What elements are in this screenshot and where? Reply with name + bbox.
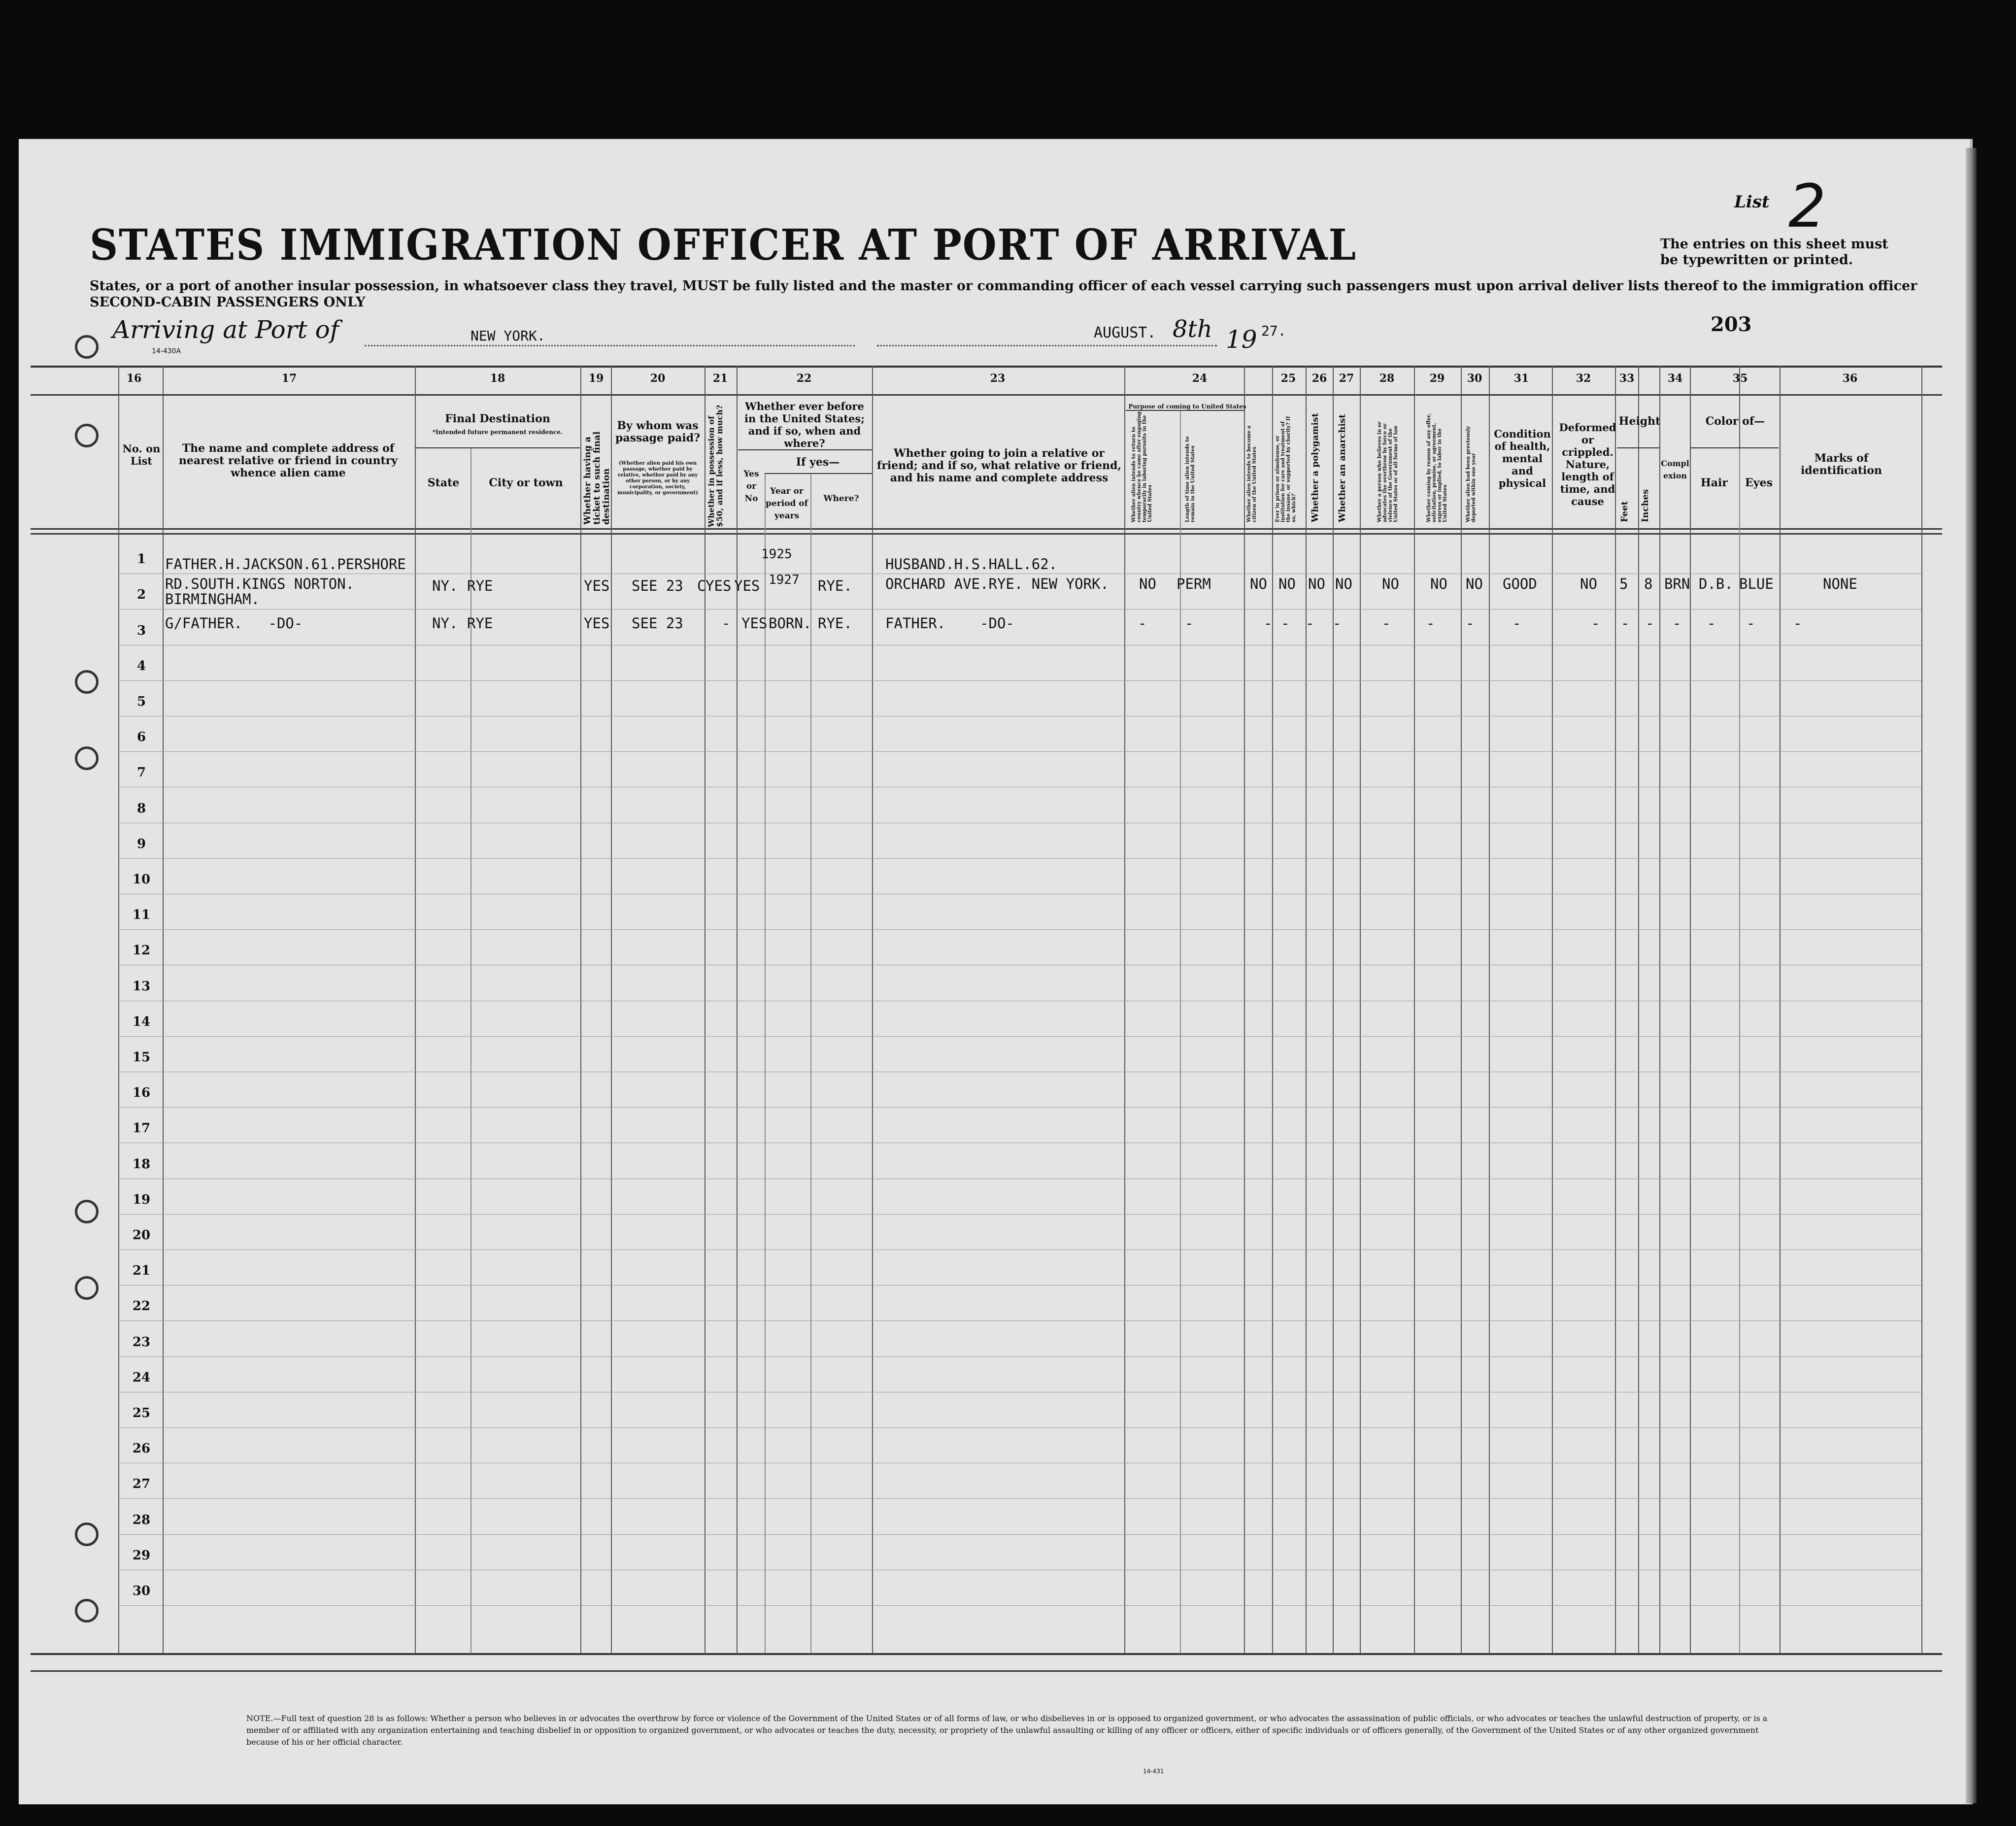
row2-dash: - — [1747, 615, 1755, 632]
header-deformed: Deformed or crippled. Nature, length of time, and cause — [1559, 421, 1616, 507]
header-joining: Whether going to join a relative or friend; and if so, what relative or friend, and his name and complete address — [876, 447, 1122, 484]
row-number: 2 — [136, 587, 146, 603]
row-rule — [118, 1107, 1921, 1108]
row-number: 28 — [132, 1512, 151, 1527]
port-dotline — [365, 345, 855, 346]
row2-ticket: YES — [584, 615, 610, 632]
page-title: STATES IMMIGRATION OFFICER AT PORT OF ARRIVAL — [90, 220, 1357, 270]
row-number: 17 — [132, 1121, 151, 1136]
color-subrule — [1690, 447, 1779, 448]
subcolumn-rule — [1739, 447, 1740, 1654]
row-rule — [118, 929, 1921, 930]
dest-subrule — [415, 447, 580, 448]
row-rule — [118, 680, 1921, 681]
page-number: 203 — [1711, 313, 1752, 336]
header-purpose: Purpose of coming to United States — [1128, 403, 1246, 410]
row1-marks: NONE — [1823, 575, 1857, 592]
passenger-class: SECOND-CABIN PASSENGERS ONLY — [90, 295, 366, 310]
row1-citizen: NO — [1250, 575, 1267, 592]
before-subrule — [738, 449, 872, 450]
purpose-subrule — [1126, 410, 1244, 411]
entries-note — [1660, 237, 1888, 268]
row-number: 20 — [132, 1228, 151, 1243]
ifyes-subrule — [765, 473, 872, 474]
row-number: 1 — [136, 552, 146, 567]
column-rule — [1414, 366, 1415, 1654]
row-number: 8 — [136, 801, 146, 816]
binding-hole-icon — [75, 670, 99, 694]
row1-prison: NO — [1278, 575, 1296, 592]
header-bottom-rule-2 — [31, 533, 1942, 535]
binding-hole-icon — [75, 746, 99, 770]
column-rule — [872, 366, 873, 1654]
list-label: List — [1734, 192, 1770, 212]
column-number: 20 — [650, 372, 666, 385]
table-bottom-rule — [31, 1653, 1942, 1655]
row2-dash: - — [1646, 615, 1654, 632]
row2-state: NY. — [432, 615, 458, 632]
header-no-on-list: No. on List — [122, 442, 161, 467]
header-bottom-rule — [31, 528, 1942, 530]
row1-relative-line3: BIRMINGHAM. — [165, 591, 260, 608]
header-color-of: Color of— — [1705, 415, 1765, 428]
date-month: AUGUST. — [1094, 324, 1156, 341]
list-number: 2 — [1788, 172, 1826, 241]
row-rule — [118, 1498, 1921, 1499]
column-number: 25 — [1280, 372, 1296, 385]
header-purpose-length: Length of time alien intends to remain in the United States — [1185, 436, 1196, 522]
header-if-yes: If yes— — [796, 456, 840, 469]
row1-where: RYE. — [818, 577, 852, 594]
entries-note-line-2: be typewritten or printed. — [1660, 252, 1853, 268]
column-rule — [1333, 366, 1334, 1654]
row2-dash: - — [1185, 615, 1194, 632]
row-rule — [118, 1036, 1921, 1037]
header-year-period: Year or period of years — [766, 486, 808, 521]
row2-year: BORN. — [769, 615, 812, 632]
column-rule — [737, 366, 738, 1654]
form-number: 14-430A — [152, 347, 181, 355]
row-rule — [118, 858, 1921, 859]
column-number: 34 — [1667, 372, 1683, 385]
row-number: 16 — [132, 1085, 151, 1101]
row2-money: - — [722, 615, 731, 632]
row-number: 26 — [132, 1441, 151, 1456]
footer-rule — [31, 1670, 1942, 1672]
row1-money: C — [697, 577, 706, 594]
row2-dash: - — [1707, 615, 1716, 632]
column-rule — [1690, 366, 1691, 1654]
row-number: 11 — [132, 908, 151, 923]
row-rule — [118, 1534, 1921, 1535]
row-number: 27 — [132, 1477, 151, 1492]
header-final-destination-note: *Intended future permanent residence. — [432, 429, 563, 436]
row-number: 21 — [132, 1263, 151, 1279]
column-rule — [611, 366, 612, 1654]
header-final-destination: Final Destination — [445, 412, 550, 425]
column-rule — [1306, 366, 1307, 1654]
column-rule — [1780, 366, 1781, 1654]
column-number: 29 — [1429, 372, 1445, 385]
binding-hole-icon — [75, 424, 99, 447]
row-rule — [118, 1427, 1921, 1428]
header-state: State — [427, 476, 460, 489]
date-day: 8th — [1173, 315, 1212, 343]
binding-hole-icon — [75, 1200, 99, 1223]
header-city: City or town — [489, 476, 563, 489]
row2-dash: - — [1426, 615, 1435, 632]
header-citizen: Whether alien intends to become a citizen of the United States — [1246, 425, 1257, 522]
row-number: 29 — [132, 1548, 151, 1563]
height-subrule — [1617, 447, 1659, 448]
row1-inches: 8 — [1644, 575, 1653, 592]
row-number: 12 — [132, 943, 151, 958]
column-number: 26 — [1311, 372, 1327, 385]
header-q30: Whether alien had been previously deported within one year — [1466, 426, 1477, 522]
row1-hair: D.B. — [1699, 575, 1733, 592]
column-rule — [1272, 366, 1273, 1654]
row2-dash: - — [1793, 615, 1802, 632]
row1-q29: NO — [1430, 575, 1447, 592]
row1-health: GOOD — [1503, 575, 1537, 592]
header-height: Height — [1618, 415, 1661, 428]
row1-before-yes: YES — [734, 577, 760, 594]
column-rule — [1552, 366, 1553, 1654]
column-rule — [1360, 366, 1361, 1654]
row-rule — [118, 1320, 1921, 1321]
header-q29: Whether coming by reason of any offer, solicitation, promise, or agreement, express or implied, to labor in the United States — [1426, 413, 1448, 522]
header-feet: Feet — [1619, 501, 1630, 522]
column-number: 21 — [712, 372, 728, 385]
column-number: 35 — [1732, 372, 1748, 385]
subcolumn-rule — [765, 473, 766, 1654]
header-purpose-return: Whether alien intends to return to country whence he came after engaging temporarily in laboring pursuits in the United States — [1131, 411, 1153, 522]
row1-length: PERM — [1176, 575, 1211, 592]
row1-joining-line1: HUSBAND.H.S.HALL.62. — [885, 556, 1058, 573]
row1-complexion: BRN — [1664, 575, 1690, 592]
row2-dash: - — [1673, 615, 1681, 632]
column-rule — [1638, 366, 1639, 1654]
row1-state: NY. — [432, 577, 458, 594]
column-rule — [1461, 366, 1462, 1654]
row1-q30: NO — [1466, 575, 1483, 592]
footer-form-number: 14-431 — [1143, 1768, 1164, 1775]
row-number: 19 — [132, 1192, 151, 1207]
footnote-question-28: NOTE.—Full text of question 28 is as follows: Whether a person who believes in or advocates the overthrow by force or violence of the Government of the United States or of all forms of law, or who disbelieves in or is opposed to organized government, or who advocates the assassination of public officials, or who advocates or teaches the unlawful destruction of property, or is a member of or affiliated with any organization entertaining and teaching disbelief in or opposition to organized government, or who advocates or teaches the duty, necessity, or propriety of the unlawful assaulting or killing of any officer or officers, either of specific individuals or of officers generally, of the Government of the United States or of any other organized government because of his or her official character. — [246, 1714, 1768, 1747]
year-suffix: 27. — [1261, 323, 1286, 339]
column-rule — [580, 366, 581, 1654]
column-rule — [1921, 366, 1922, 1654]
row1-relative-line2: RD.SOUTH.KINGS NORTON. — [165, 575, 355, 592]
row-rule — [118, 1605, 1921, 1606]
row-number: 25 — [132, 1406, 151, 1420]
row2-joining: FATHER. -DO- — [885, 615, 1014, 632]
row-number: 6 — [136, 730, 146, 745]
row2-dash: - — [1264, 615, 1273, 632]
column-rule — [705, 366, 706, 1654]
row2-dash: - — [1138, 615, 1147, 632]
row-number: 23 — [132, 1334, 151, 1350]
header-condition: Condition of health, mental and physical — [1494, 428, 1551, 489]
header-eyes: Eyes — [1745, 476, 1773, 489]
row-number: 3 — [136, 623, 146, 638]
row-number: 18 — [132, 1156, 151, 1172]
header-before-us: Whether ever before in the United States; and if so, when and where? — [744, 400, 865, 449]
header-passage-paid: By whom was passage paid? — [615, 419, 700, 444]
row1-q28: NO — [1382, 575, 1399, 592]
row-rule — [118, 1356, 1921, 1357]
row2-dash: - — [1512, 615, 1521, 632]
row-number: 4 — [136, 658, 146, 674]
column-number: 18 — [490, 372, 505, 385]
column-number: 24 — [1192, 372, 1208, 385]
entries-note-line-1: The entries on this sheet must — [1660, 237, 1888, 252]
row-number: 7 — [136, 765, 146, 780]
column-number: 33 — [1619, 372, 1635, 385]
header-passage-paid-note: (Whether alien paid his own passage, whether paid by relative, whether paid by any other person, or by any corporation, society, municipality, or government) — [617, 461, 698, 496]
column-number: 23 — [990, 372, 1006, 385]
header-polygamist: Whether a polygamist — [1310, 413, 1320, 522]
row1-before: YES — [706, 577, 732, 594]
row2-paid: SEE 23 — [632, 615, 683, 632]
subcolumn-rule — [810, 473, 811, 1654]
row-rule — [118, 1214, 1921, 1215]
binding-hole-icon — [75, 1276, 99, 1300]
column-rule — [1615, 366, 1616, 1654]
row-number: 30 — [132, 1584, 151, 1598]
manifest-sheet — [19, 139, 1973, 1804]
column-number: 36 — [1842, 372, 1858, 385]
row-number: 13 — [132, 979, 151, 994]
arriving-label: Arriving at Port of — [112, 315, 339, 344]
row-number: 9 — [136, 836, 146, 851]
table-top-rule — [31, 366, 1942, 368]
row1-city: RYE — [467, 577, 493, 594]
row1-eyes: BLUE — [1739, 575, 1774, 592]
row-rule — [118, 751, 1921, 752]
binding-hole-icon — [75, 1599, 99, 1623]
header-anarchist: Whether an anarchist — [1337, 414, 1347, 522]
sheet-edge — [1966, 148, 1977, 1803]
column-rule — [415, 366, 416, 1654]
row1-relative-line1: FATHER.H.JACKSON.61.PERSHORE — [165, 556, 406, 573]
row2-dash: - — [1382, 615, 1391, 632]
row2-dash: - — [1591, 615, 1600, 632]
header-complexion: Complexion — [1661, 459, 1689, 480]
row-number: 24 — [132, 1370, 151, 1385]
binding-hole-icon — [75, 335, 99, 359]
row2-dash: - — [1306, 615, 1314, 632]
column-rule — [1659, 366, 1660, 1654]
row2-city: RYE — [467, 615, 493, 632]
header-prison: Ever in prison or almshouse, or institution for care and treatment of the insane, or supported by charity? If so, which? — [1275, 416, 1297, 522]
row2-dash: - — [1333, 615, 1342, 632]
header-relative-address: The name and complete address of nearest relative or friend in country whence alien came — [178, 442, 398, 479]
row1-year-top: 1925 — [761, 547, 792, 562]
header-money: Whether in possession of $50, and if less, how much? — [706, 405, 724, 527]
row2-relative: G/FATHER. -DO- — [165, 615, 303, 632]
row-number: 14 — [132, 1014, 151, 1029]
date-dotline — [877, 345, 1217, 346]
column-number: 17 — [281, 372, 297, 385]
row2-dash: - — [1281, 615, 1290, 632]
row2-dash: - — [1621, 615, 1630, 632]
column-number: 22 — [796, 372, 812, 385]
row1-paid: SEE 23 — [632, 577, 683, 594]
row2-before: YES — [741, 615, 768, 632]
row1-anarchist: NO — [1335, 575, 1352, 592]
column-rule — [1489, 366, 1490, 1654]
row1-deformed: NO — [1580, 575, 1597, 592]
column-rule — [1124, 366, 1125, 1654]
row1-ticket: YES — [584, 577, 610, 594]
column-number: 16 — [126, 372, 142, 385]
row1-joining-line2: ORCHARD AVE.RYE. NEW YORK. — [885, 575, 1109, 592]
row1-polygamist: NO — [1308, 575, 1325, 592]
colnum-rule — [31, 394, 1942, 396]
row-number: 15 — [132, 1050, 151, 1065]
header-yes-no: Yes or No — [743, 469, 759, 504]
row-number: 5 — [136, 694, 146, 709]
row2-where: RYE. — [818, 615, 852, 632]
header-hair: Hair — [1701, 476, 1728, 489]
row-number: 22 — [132, 1299, 151, 1314]
header-q28: Whether a person who believes in or advocates the overthrow by force or violence of the Government of the United States or of all forms of law — [1377, 421, 1399, 522]
subcolumn-rule — [1180, 410, 1181, 1654]
row1-year: 1927 — [769, 573, 800, 587]
binding-hole-icon — [75, 1522, 99, 1546]
header-inches: Inches — [1640, 489, 1650, 522]
column-number: 31 — [1513, 372, 1529, 385]
row1-return: NO — [1139, 575, 1156, 592]
column-rule — [1244, 366, 1245, 1654]
header-marks: Marks of identification — [1800, 452, 1882, 477]
year-prefix: 19 — [1226, 325, 1257, 354]
row1-feet: 5 — [1619, 575, 1628, 592]
instruction-text: States, or a port of another insular possession, in whatsoever class they travel, MUST be fully listed and the master or commanding officer of each vessel carrying such passengers must upon arrival deliver lists thereof to the immigration officer — [90, 278, 1917, 294]
row2-dash: - — [1466, 615, 1475, 632]
header-ticket: Whether having a ticket to such final destination — [582, 431, 611, 525]
column-number: 32 — [1576, 372, 1591, 385]
row-number: 10 — [132, 872, 151, 887]
column-number: 27 — [1339, 372, 1354, 385]
column-number: 19 — [588, 372, 604, 385]
header-where: Where? — [823, 494, 859, 504]
port-value: NEW YORK. — [470, 328, 545, 344]
column-number: 28 — [1379, 372, 1395, 385]
column-number: 30 — [1467, 372, 1482, 385]
